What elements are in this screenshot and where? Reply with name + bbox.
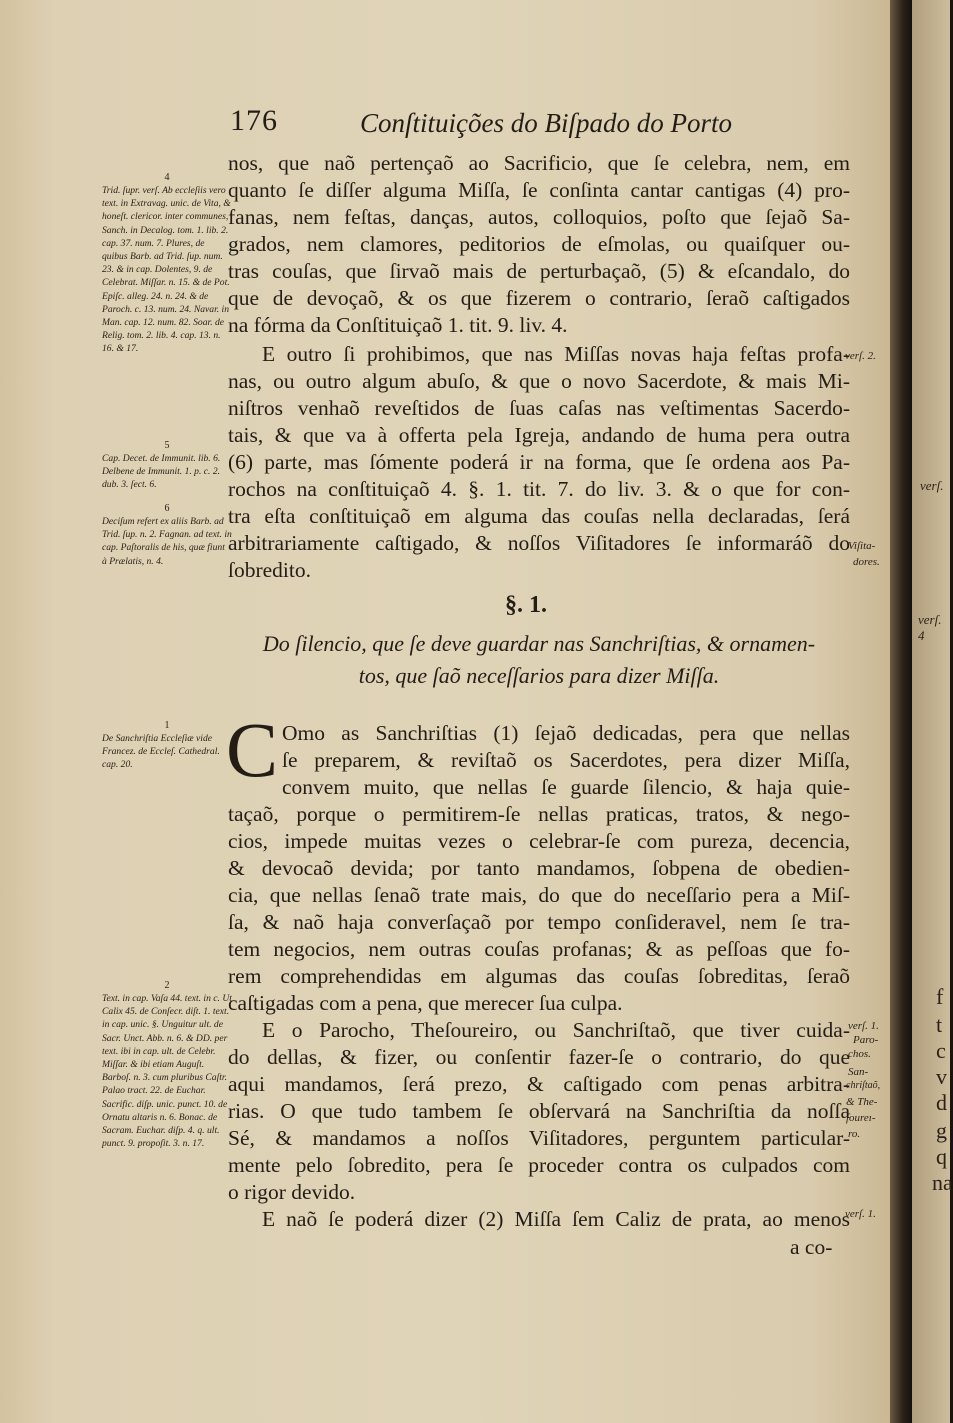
body-line: ſa, & naõ haja converſaçaõ por tempo conſideravel, nem ſe tra- <box>228 910 850 934</box>
note-text: Text. in cap. Vaſa 44. text. in c. Ut Calix 45. de Conſecr. diſt. 1. text. in cap. unic. §. Unguitur ult. de Sacr. Unct. Abb. n. 6. & DD. per text. ibi in cap. ult. de Celebr. Miſſar. & ibi etiam Auguſt. Barboſ. n. 3. cum pluribus Caſtr. Palao tract. 22. de Euchar. Sacrific. diſp. unic. punct. 10. de Ornatu altaris n. 6. Bonac. de Sacram. Euchar. diſp. 4. q. ult. punct. 9. propoſit. 3. n. 17. <box>102 993 232 1150</box>
right-margin-note: chos. <box>848 1048 871 1060</box>
adjacent-page-fragment: verſ. 4 <box>918 612 942 643</box>
adjacent-page-letter: na <box>932 1170 953 1195</box>
note-number: 4 <box>164 172 170 183</box>
body-line: grados, nem clamores, peditorios de eſmolas, ou quaiſquer ou- <box>228 232 850 256</box>
adjacent-page-letter: t <box>936 1012 943 1037</box>
running-title: Conſtituições do Biſpado do Porto <box>360 108 732 138</box>
drop-cap: C <box>226 706 279 793</box>
body-line: tra eſta conſtituiçaõ em alguma das couſas nella declaradas, ſerá <box>228 504 850 528</box>
body-line: E outro ſi prohibimos, que nas Miſſas novas haja feſtas profa- <box>262 342 850 366</box>
margin-note <box>102 440 232 492</box>
body-line: arbitrariamente caſtigado, & noſſos Viſitadores ſe informaráõ do <box>228 531 850 555</box>
body-line: E naõ ſe poderá dizer (2) Miſſa ſem Caliz de prata, ao menos <box>262 1207 850 1231</box>
right-margin-note: verſ. 1. <box>845 1208 876 1220</box>
body-line: que de devoçaõ, & os que fizerem o contrario, ſeraõ caſtigados <box>228 286 850 310</box>
body-line: taçaõ, porque o permitirem-ſe nellas praticas, tratos, & nego- <box>228 802 850 826</box>
section-title: tos, que ſaõ neceſſarios para dizer Miſſa. <box>358 663 720 688</box>
right-margin-note: & The- <box>846 1096 878 1108</box>
body-line: quanto ſe diſſer alguma Miſſa, ſe conſinta cantar cantigas (4) pro- <box>228 178 850 202</box>
body-line: Omo as Sanchriſtias (1) ſejaõ dedicadas, pera que nellas <box>282 721 850 745</box>
body-line: cios, impede muitas vezes o celebrar-ſe com pureza, decencia, <box>228 829 850 853</box>
adjacent-page-fragment: verſ. <box>920 478 944 493</box>
body-line: aqui mandamos, ſerá prezo, & caſtigado com penas arbitra- <box>228 1072 850 1096</box>
body-line: niſtros venhaõ reveſtidos de ſuas caſas nas veſtimentas Sacerdo- <box>228 396 850 420</box>
adjacent-page-letter: g <box>936 1118 947 1143</box>
book-gutter <box>890 0 912 1423</box>
adjacent-page-letter: f <box>936 984 944 1009</box>
margin-note <box>102 720 232 772</box>
body-line: do dellas, & fizer, ou conſentir fazer-ſe o contrario, do que <box>228 1045 850 1069</box>
body-line: nos, que naõ pertençaõ ao Sacrificio, que ſe celebra, nem, em <box>228 151 850 175</box>
body-line: ſobredito. <box>228 558 311 582</box>
right-margin-note: Viſita- <box>848 540 876 552</box>
page-number: 176 <box>230 104 278 137</box>
body-line: rem comprehendidas em algumas das couſas ſobreditas, ſeraõ <box>228 964 850 988</box>
note-number: 6 <box>164 503 170 514</box>
note-text: Cap. Decet. de Immunit. lib. 6. Delbene de Immunit. 1. p. c. 2. dub. 3. ſect. 6. <box>102 453 221 491</box>
body-line: na fórma da Conſtituiçaõ 1. tit. 9. liv. 4. <box>228 313 568 337</box>
right-margin-note: dores. <box>853 556 880 568</box>
note-text: De Sanchriſtia Eccleſiæ vide Francez. de Eccleſ. Cathedral. cap. 20. <box>102 733 220 771</box>
adjacent-page-letter: q <box>936 1144 947 1169</box>
note-number: 2 <box>164 980 170 991</box>
page-header <box>230 104 850 144</box>
body-line: tras couſas, que ſirvaõ mais de perturbaçaõ, (5) & eſcandalo, do <box>228 259 850 283</box>
margin-note <box>102 172 232 356</box>
section-mark: §. 1. <box>505 592 547 618</box>
adjacent-page-edge <box>912 0 953 1423</box>
adjacent-page-letter: v <box>936 1064 947 1089</box>
right-margin-note: verſ. 2. <box>845 350 876 362</box>
body-line: rochos na conſtituiçaõ 4. §. 1. tit. 7. do liv. 3. & o que for con- <box>228 477 850 501</box>
right-margin-note: ro. <box>848 1128 861 1140</box>
right-margin-note: chriſtaõ, <box>846 1080 881 1091</box>
body-line: ſe preparem, & reviſtaõ os Sacerdotes, pera dizer Miſſa, <box>282 748 850 772</box>
right-margin-note: San- <box>848 1066 869 1078</box>
body-line: mente pelo ſobredito, pera ſe proceder contra os culpados com <box>228 1153 850 1177</box>
body-line: E o Parocho, Theſoureiro, ou Sanchriſtaõ, que tiver cuida- <box>262 1018 850 1042</box>
body-line: (6) parte, mas ſómente poderá ir na forma, que ſe ordena aos Pa- <box>228 450 850 474</box>
right-margin-note: ſoureı- <box>846 1112 876 1124</box>
body-line: rias. O que tudo tambem ſe obſervará na Sanchriſtia da noſſa <box>228 1099 850 1123</box>
right-margin-note: verſ. 1. <box>848 1020 879 1032</box>
section-title: Do ſilencio, que ſe deve guardar nas Sanchriſtias, & ornamen- <box>262 631 816 656</box>
adjacent-page-letter: c <box>936 1038 946 1063</box>
body-line: convem muito, que nellas ſe guarde ſilencio, & haja quie- <box>282 775 850 799</box>
right-margin-note: Paro- <box>853 1034 879 1046</box>
margin-note <box>102 503 232 568</box>
catchword: a co- <box>790 1235 833 1259</box>
body-line: caſtigadas com a pena, que merecer ſua culpa. <box>228 991 623 1015</box>
note-text: Trid. ſupr. verſ. Ab eccleſiis vero text. in Extravag. unic. de Vita, & honeſt. clericor. inter communes, Sanch. in Decalog. tom. 1. lib. 2. cap. 37. num. 7. Plures, de quibus Barb. ad Trid. ſup. num. 23. & in cap. Dolentes, 9. de Celebrat. Miſſar. n. 15. & de Pot. Epiſc. alleg. 24. n. 24. & de Paroch. c. 13. num. 24. Navar. in Man. cap. 12. num. 82. Soar. de Relig. tom. 2. lib. 4. cap. 13. n. 16. & 17. <box>102 185 231 355</box>
note-text: Deciſum refert ex aliis Barb. ad Trid. ſup. n. 2. Fagnan. ad text. in cap. Paſtoralis de his, quæ fiunt à Prælatis, n. 4. <box>102 516 232 567</box>
body-line: tais, & que va à offerta pela Igreja, andando de huma pera outra <box>228 423 850 447</box>
body-line: o rigor devido. <box>228 1180 356 1204</box>
body-line: nas, ou outro algum abuſo, & que o novo Sacerdote, & mais Mi- <box>228 369 850 393</box>
note-number: 5 <box>164 440 170 451</box>
body-line: tem negocios, nem outras couſas profanas; & as peſſoas que fo- <box>228 937 850 961</box>
body-line: Sé, & mandamos a noſſos Viſitadores, perguntem particular- <box>228 1126 850 1150</box>
body-line: fanas, nem feſtas, danças, autos, colloquios, poſto que ſejaõ Sa- <box>228 205 850 229</box>
body-line: cia, que nellas ſenaõ trate mais, do que do neceſſario pera a Miſ- <box>228 883 850 907</box>
note-number: 1 <box>164 720 170 731</box>
body-line: & devocaõ devida; por tanto mandamos, ſobpena de obedien- <box>228 856 850 880</box>
adjacent-page-letter: d <box>936 1090 947 1115</box>
margin-note <box>102 980 232 1150</box>
